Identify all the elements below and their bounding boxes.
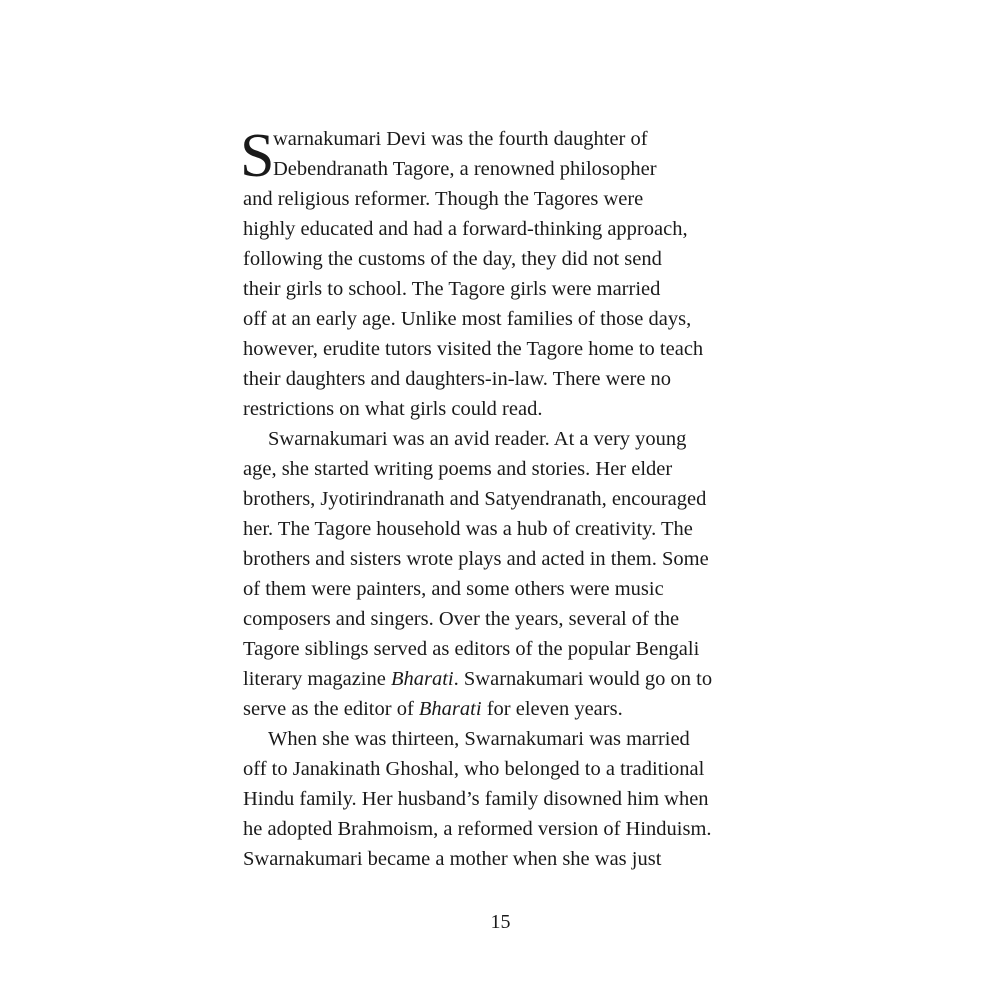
text-line: highly educated and had a forward-thinking approach,: [243, 218, 688, 240]
page-number: 15: [490, 911, 511, 933]
text-line: Debendranath Tagore, a renowned philosopher: [273, 158, 657, 180]
body-text: [240, 122, 773, 874]
text-line: her. The Tagore household was a hub of creativity. The: [243, 518, 693, 540]
text-line: When she was thirteen, Swarnakumari was married: [268, 728, 690, 750]
magazine-title: Bharati: [418, 698, 482, 720]
text-line: their daughters and daughters-in-law. There were no: [243, 368, 672, 390]
text-line: brothers, Jyotirindranath and Satyendranath, encouraged: [243, 488, 707, 510]
text-line: and religious reformer. Though the Tagores were: [243, 188, 644, 210]
text-line: Hindu family. Her husband’s family disowned him when: [243, 788, 709, 810]
text-line: [243, 664, 773, 694]
text-line: composers and singers. Over the years, several of the: [243, 608, 680, 630]
text-line: brothers and sisters wrote plays and acted in them. Some: [243, 548, 709, 570]
line-text: serve as the editor of: [243, 698, 419, 720]
line-text: warnakumari Devi was the fourth daughter of: [273, 128, 648, 150]
text-line: he adopted Brahmoism, a reformed version of Hinduism.: [243, 818, 712, 840]
text-line: following the customs of the day, they did not send: [243, 248, 662, 270]
magazine-title: Bharati: [390, 668, 454, 690]
text-line: of them were painters, and some others were music: [243, 578, 664, 600]
text-line: however, erudite tutors visited the Tagore home to teach: [243, 338, 704, 360]
text-line: Swarnakumari was an avid reader. At a very young: [268, 428, 687, 450]
text-line: [243, 694, 773, 724]
text-line: their girls to school. The Tagore girls were married: [243, 278, 661, 300]
text-line: restrictions on what girls could read.: [243, 398, 543, 420]
drop-cap: S: [240, 122, 275, 190]
text-line: Swarnakumari became a mother when she was just: [243, 848, 662, 870]
text-line: Tagore siblings served as editors of the popular Bengali: [243, 638, 700, 660]
text-line: off to Janakinath Ghoshal, who belonged to a traditional: [243, 758, 705, 780]
text-line: off at an early age. Unlike most families of those days,: [243, 308, 692, 330]
text-line: age, she started writing poems and stories. Her elder: [243, 458, 673, 480]
line-text: literary magazine: [243, 668, 391, 690]
line-text: . Swarnakumari would go on to: [453, 668, 713, 690]
line-text: for eleven years.: [481, 698, 623, 720]
